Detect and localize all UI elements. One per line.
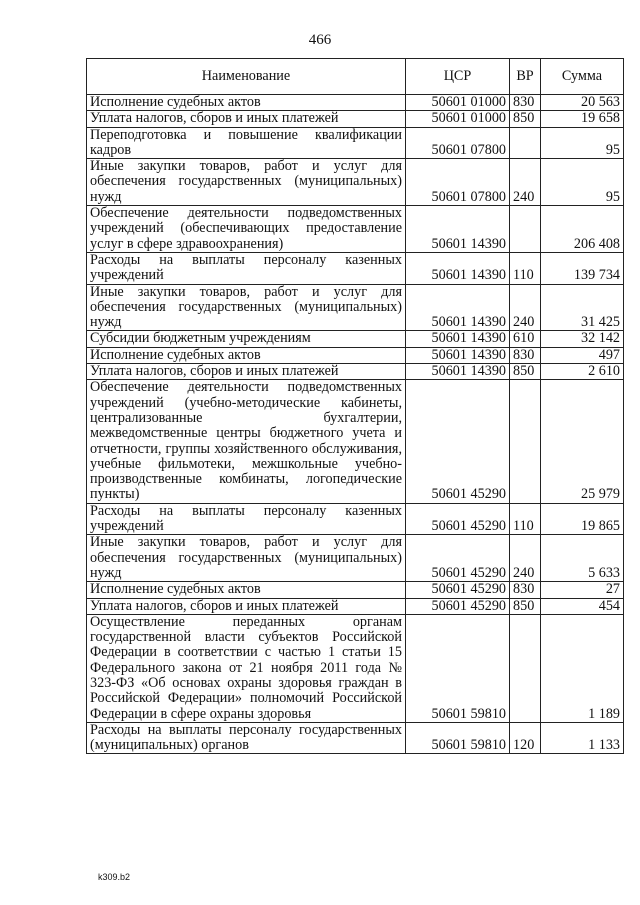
row-vr: 850 (510, 111, 541, 127)
table-row (87, 347, 624, 363)
row-vr: 850 (510, 598, 541, 614)
row-sum: 2 610 (541, 364, 624, 380)
row-csr: 50601 45290 (406, 598, 510, 614)
row-sum: 95 (541, 159, 624, 206)
header-vr: ВР (510, 59, 541, 95)
row-csr: 50601 45290 (406, 582, 510, 598)
row-name: Иные закупки товаров, работ и услуг для обеспечения государственных (муниципальных) нужд (87, 284, 406, 331)
row-name: Расходы на выплаты персоналу казенных учреждений (87, 503, 406, 535)
table-row (87, 127, 624, 159)
row-csr: 50601 07800 (406, 159, 510, 206)
row-sum: 19 658 (541, 111, 624, 127)
table-row (87, 95, 624, 111)
page-number: 466 (308, 32, 332, 48)
row-name: Уплата налогов, сборов и иных платежей (87, 598, 406, 614)
row-vr: 240 (510, 535, 541, 582)
row-vr: 830 (510, 582, 541, 598)
table-row (87, 722, 624, 754)
table-row (87, 614, 624, 722)
row-csr: 50601 14390 (406, 206, 510, 253)
row-vr (510, 206, 541, 253)
table-row (87, 284, 624, 331)
row-vr: 830 (510, 95, 541, 111)
row-name: Исполнение судебных актов (87, 95, 406, 111)
row-csr: 50601 45290 (406, 535, 510, 582)
row-sum: 20 563 (541, 95, 624, 111)
row-name: Уплата налогов, сборов и иных платежей (87, 364, 406, 380)
row-sum: 32 142 (541, 331, 624, 347)
row-vr (510, 127, 541, 159)
row-name: Иные закупки товаров, работ и услуг для обеспечения государственных (муниципальных) нужд (87, 535, 406, 582)
row-vr: 830 (510, 347, 541, 363)
row-name: Уплата налогов, сборов и иных платежей (87, 111, 406, 127)
table-row (87, 380, 624, 503)
row-name: Иные закупки товаров, работ и услуг для обеспечения государственных (муниципальных) нужд (87, 159, 406, 206)
row-name: Исполнение судебных актов (87, 582, 406, 598)
row-sum: 139 734 (541, 252, 624, 284)
row-sum: 19 865 (541, 503, 624, 535)
row-name: Переподготовка и повышение квалификации кадров (87, 127, 406, 159)
budget-table (86, 58, 624, 754)
row-vr: 120 (510, 722, 541, 754)
row-sum: 497 (541, 347, 624, 363)
row-sum: 1 133 (541, 722, 624, 754)
row-csr: 50601 59810 (406, 722, 510, 754)
row-name: Обеспечение деятельности подведомственных учреждений (обеспечивающих предоставление услуг в сфере здравоохранения) (87, 206, 406, 253)
row-vr: 850 (510, 364, 541, 380)
row-sum: 1 189 (541, 614, 624, 722)
table-row (87, 582, 624, 598)
row-sum: 31 425 (541, 284, 624, 331)
row-vr: 610 (510, 331, 541, 347)
row-name: Осуществление переданных органам государственной власти субъектов Российской Федерации в соответствии с частью 1 статьи 15 Федерального закона от 21 ноября 2011 года № 323-ФЗ «Об основах охраны здоровья граждан в Российской Федерации» полномочий Российской Федерации в сфере охраны здоровья (87, 614, 406, 722)
row-sum: 27 (541, 582, 624, 598)
row-csr: 50601 45290 (406, 380, 510, 503)
table-row (87, 364, 624, 380)
row-csr: 50601 59810 (406, 614, 510, 722)
table-row (87, 331, 624, 347)
table-row (87, 206, 624, 253)
table-row (87, 111, 624, 127)
row-sum: 5 633 (541, 535, 624, 582)
table-row (87, 535, 624, 582)
header-sum: Сумма (541, 59, 624, 95)
row-vr (510, 380, 541, 503)
row-vr (510, 614, 541, 722)
row-csr: 50601 45290 (406, 503, 510, 535)
table-row (87, 252, 624, 284)
table-row (87, 159, 624, 206)
row-name: Расходы на выплаты персоналу государственных (муниципальных) органов (87, 722, 406, 754)
row-csr: 50601 14390 (406, 347, 510, 363)
row-csr: 50601 14390 (406, 331, 510, 347)
row-sum: 95 (541, 127, 624, 159)
header-row (87, 59, 624, 95)
row-name: Обеспечение деятельности подведомственных учреждений (учебно-методические кабинеты, централизованные бухгалтерии, межведомственные центры бюджетного учета и отчетности, группы хозяйственного обслуживания, учебные фильмотеки, межшкольные учебно-производственные комбинаты, логопедические пункты) (87, 380, 406, 503)
row-csr: 50601 14390 (406, 364, 510, 380)
row-name: Субсидии бюджетным учреждениям (87, 331, 406, 347)
row-sum: 206 408 (541, 206, 624, 253)
row-name: Расходы на выплаты персоналу казенных учреждений (87, 252, 406, 284)
row-csr: 50601 14390 (406, 252, 510, 284)
header-csr: ЦСР (406, 59, 510, 95)
row-vr: 110 (510, 252, 541, 284)
row-csr: 50601 14390 (406, 284, 510, 331)
footer-code: k309.b2 (98, 872, 131, 882)
row-vr: 110 (510, 503, 541, 535)
row-csr: 50601 01000 (406, 111, 510, 127)
row-csr: 50601 01000 (406, 95, 510, 111)
row-name: Исполнение судебных актов (87, 347, 406, 363)
row-sum: 454 (541, 598, 624, 614)
header-name: Наименование (87, 59, 406, 95)
row-vr: 240 (510, 284, 541, 331)
row-csr: 50601 07800 (406, 127, 510, 159)
table-row (87, 503, 624, 535)
row-sum: 25 979 (541, 380, 624, 503)
table-row (87, 598, 624, 614)
row-vr: 240 (510, 159, 541, 206)
